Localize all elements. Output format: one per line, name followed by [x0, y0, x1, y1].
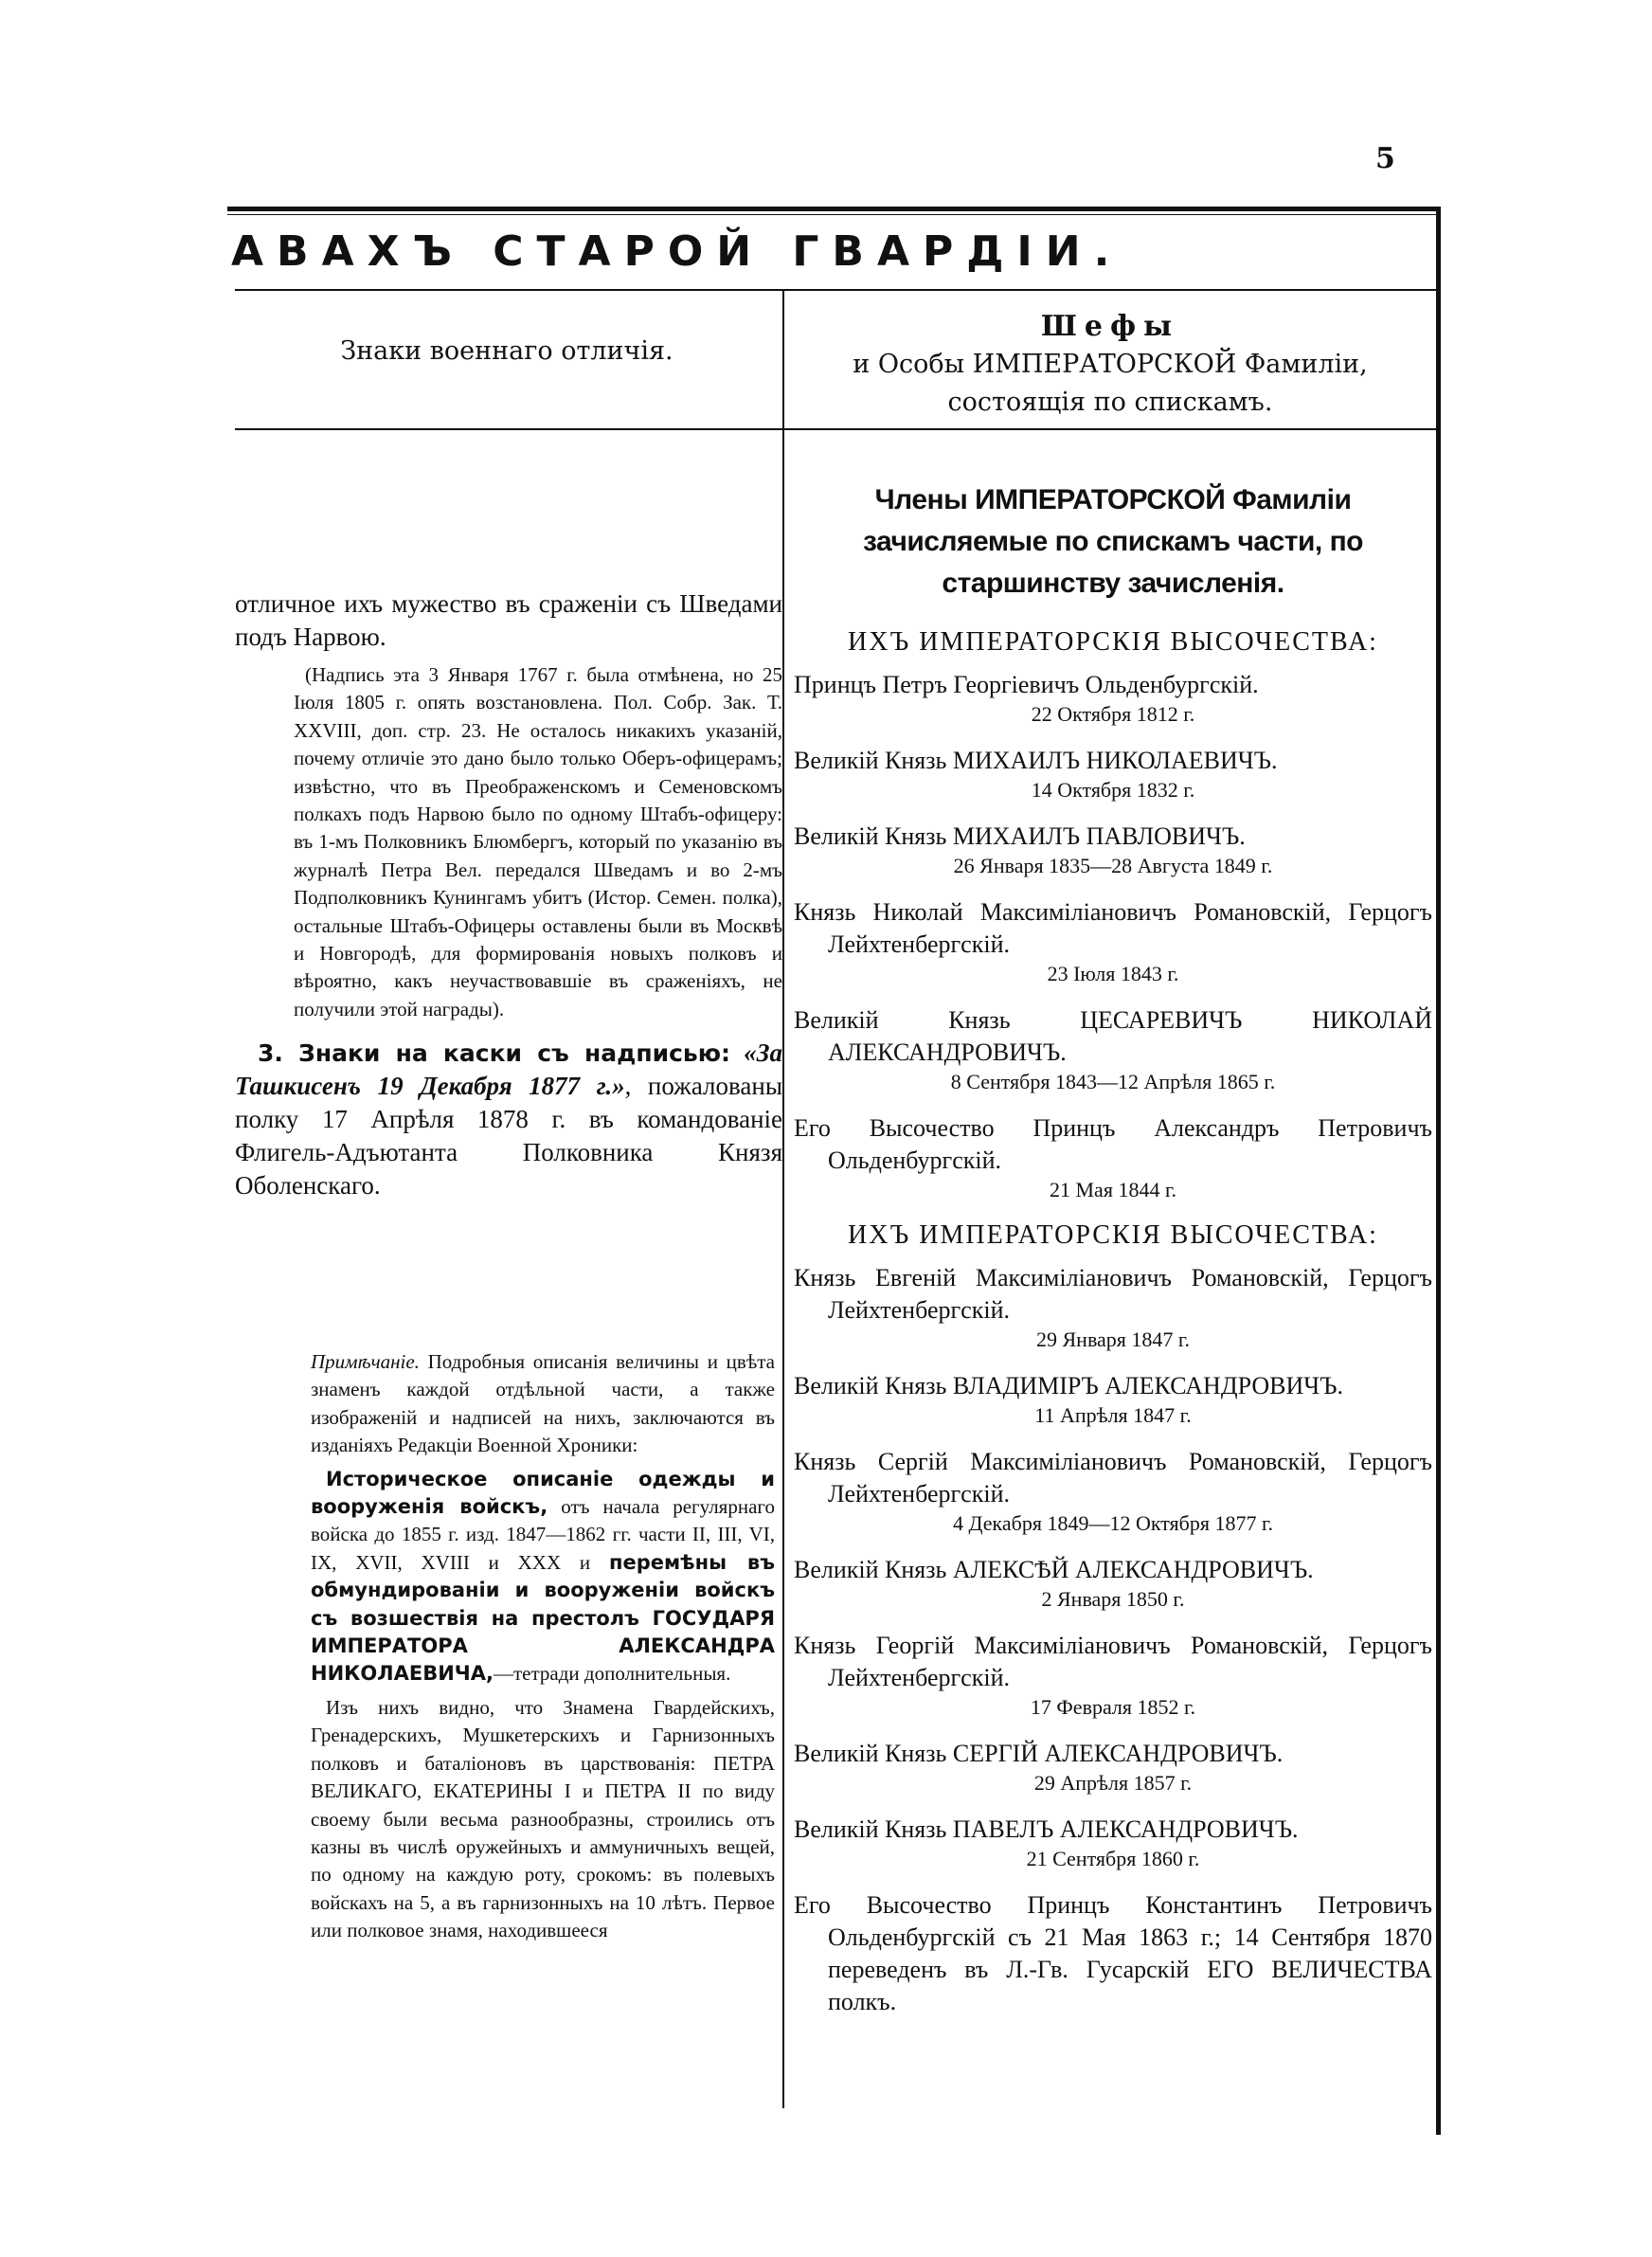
- member-date: 8 Сентября 1843—12 Апрѣля 1865 г.: [950, 1070, 1276, 1093]
- member-name: Его Высочество Принцъ Александръ Петровичъ Ольденбургскій.: [794, 1114, 1432, 1174]
- member-date: 4 Декабря 1849—12 Октября 1877 г.: [952, 1511, 1274, 1535]
- publications-paragraph: [311, 1466, 775, 1688]
- header-right-subtitle: и Особы ИМПЕРАТОРСКОЙ Фамиліи, состоящія по спискамъ.: [853, 350, 1368, 417]
- member-entry: [794, 745, 1432, 803]
- note-inscription: (Надпись эта 3 Января 1767 г. была отмѣнена, но 25 Іюля 1805 г. опять возстановлена. Пол. Собр. Зак. Т. XXVIII, доп. стр. 23. Не осталось никакихъ указаній, почему отличіе это дано было только Оберъ-офицерамъ; извѣстно, что въ Преображенскомъ и Семеновскомъ полкахъ подъ Нарвою было по одному Штабъ-офицеру: въ 1-мъ Полковникъ Блюмбергъ, который по указанію въ журналѣ Петра Вел. передался Шведамъ и во 2-мъ Подполковникъ Кунингамъ убитъ (Истор. Семен. полка), остальные Штабъ-Офицеры оставлены были въ Москвѣ и Новгородѣ, для формированія новыхъ полковъ и вѣроятно, какъ неучаствовавшіе въ сраженіяхъ, не получили этой награды).: [294, 663, 782, 1020]
- item-3-inscription: «За Ташкисенъ 19 Декабря 1877 г.»: [235, 1038, 783, 1101]
- member-entry: [794, 1370, 1432, 1429]
- intro-text: отличное ихъ мужество въ сраженіи съ Шведами подъ Нарвою.: [235, 589, 782, 651]
- left-column-top: [235, 587, 782, 1202]
- header-right-chiefs: [786, 308, 1434, 422]
- group-2-heading: ИХЪ ИМПЕРАТОРСКІЯ ВЫСОЧЕСТВА:: [848, 1220, 1378, 1250]
- member-name: Князь Николай Максиміліановичъ Романовскій, Герцогъ Лейхтенбергскій.: [794, 898, 1432, 958]
- publication-text-2: —тетради дополнительныя.: [494, 1662, 731, 1686]
- member-entry-final: [794, 1889, 1432, 2018]
- right-column: [794, 479, 1432, 2035]
- member-date: 2 Января 1850 г.: [1041, 1587, 1185, 1611]
- item-3-insignia: [235, 1037, 782, 1202]
- publication-title-1: Историческое описаніе одежды и вооруженія войскъ,: [311, 1467, 775, 1519]
- member-date: 29 Апрѣля 1857 г.: [1033, 1771, 1193, 1795]
- member-name: Великій Князь МИХАИЛЪ ПАВЛОВИЧЪ.: [794, 822, 1246, 850]
- column-divider: [782, 289, 784, 2108]
- header-left-military-insignia: Знаки военнаго отличія.: [340, 336, 673, 366]
- member-entry: [794, 1554, 1432, 1613]
- member-name: Великій Князь ВЛАДИМІРЪ АЛЕКСАНДРОВИЧЪ.: [794, 1372, 1343, 1399]
- member-date: 21 Сентября 1860 г.: [1026, 1847, 1200, 1870]
- member-entry: [794, 821, 1432, 879]
- section-heading: Члены ИМПЕРАТОРСКОЙ Фамиліи зачисляемые по спискамъ части, по старшинству зачисленія.: [862, 484, 1364, 599]
- item-3-title: 3. Знаки на каски съ надписью:: [258, 1039, 731, 1068]
- member-date: 22 Октября 1812 г.: [1031, 702, 1195, 726]
- left-column-note: [311, 1348, 775, 1945]
- member-entry: [794, 1262, 1432, 1353]
- member-date: 14 Октября 1832 г.: [1031, 778, 1195, 802]
- member-entry: [794, 896, 1432, 987]
- member-date: 26 Января 1835—28 Августа 1849 г.: [953, 854, 1273, 877]
- member-name: Князь Сергій Максиміліановичъ Романовскій, Герцогъ Лейхтенбергскій.: [794, 1448, 1432, 1508]
- note-text: Подробныя описанія величины и цвѣта знаменъ каждой отдѣльной части, а также изображеній и надписей на нихъ, заключаются въ изданіяхъ Редакціи Военной Хроники:: [311, 1350, 775, 1457]
- member-name: Великій Князь СЕРГІЙ АЛЕКСАНДРОВИЧЪ.: [794, 1740, 1284, 1767]
- top-rule-thin: [227, 214, 1440, 215]
- member-name: Великій Князь АЛЕКСѢЙ АЛЕКСАНДРОВИЧЪ.: [794, 1556, 1314, 1583]
- member-date: 11 Апрѣля 1847 г.: [1034, 1403, 1192, 1427]
- note-paragraph: [311, 1348, 775, 1460]
- group-1-heading: ИХЪ ИМПЕРАТОРСКІЯ ВЫСОЧЕСТВА:: [848, 627, 1378, 657]
- publication-text-1: отъ начала регулярнаго войска до 1855 г. изд. 1847—1862 гг. части II, III, VI, IX, XVII, XVIII и XXX и: [311, 1495, 775, 1574]
- member-name: Принцъ Петръ Георгіевичъ Ольденбургскій.: [794, 671, 1259, 698]
- title-underline: [235, 289, 1436, 291]
- member-name: Великій Князь ЦЕСАРЕВИЧЪ НИКОЛАЙ АЛЕКСАНДРОВИЧЪ.: [794, 1006, 1432, 1066]
- member-final-text: Его Высочество Принцъ Константинъ Петровичъ Ольденбургскій съ 21 Мая 1863 г.; 14 Сентября 1870 переведенъ въ Л.-Гв. Гусарскій ЕГО ВЕЛИЧЕСТВА полкъ.: [794, 1891, 1432, 2015]
- page-title: АВАХЪ СТАРОЙ ГВАРДІИ.: [231, 227, 1123, 276]
- member-date: 21 Мая 1844 г.: [1050, 1178, 1176, 1201]
- member-entry: [794, 1004, 1432, 1095]
- member-entry: [794, 1738, 1432, 1797]
- member-entry: [794, 1446, 1432, 1537]
- member-name: Великій Князь ПАВЕЛЪ АЛЕКСАНДРОВИЧЪ.: [794, 1815, 1299, 1843]
- publication-title-2: перемѣны въ обмундированіи и вооруженіи войскъ съ возшествія на престолъ ГОСУДАРЯ ИМПЕРАТОРА АЛЕКСАНДРА НИКОЛАЕВИЧА,: [311, 1550, 775, 1686]
- top-rule-thick: [227, 207, 1440, 211]
- member-name: Великій Князь МИХАИЛЪ НИКОЛАЕВИЧЪ.: [794, 747, 1278, 774]
- member-date: 23 Іюля 1843 г.: [1047, 962, 1179, 985]
- member-date: 17 Февраля 1852 г.: [1030, 1695, 1196, 1719]
- member-entry: [794, 1630, 1432, 1721]
- item-3-rest: , пожалованы полку 17 Апрѣля 1878 г. въ командованіе Флигель-Адъютанта Полковника Князя Оболенскаго.: [235, 1072, 782, 1201]
- right-frame-line: [1436, 207, 1441, 2135]
- member-entry: [794, 1814, 1432, 1872]
- note-label: Примѣчаніе.: [311, 1350, 420, 1373]
- member-entry: [794, 1112, 1432, 1203]
- page-number: 5: [1375, 142, 1395, 175]
- member-name: Князь Евгеній Максиміліановичъ Романовскій, Герцогъ Лейхтенбергскій.: [794, 1264, 1432, 1324]
- member-date: 29 Января 1847 г.: [1036, 1327, 1190, 1351]
- closing-paragraph: Изъ нихъ видно, что Знамена Гвардейскихъ, Гренадерскихъ, Мушкетерскихъ и Гарнизонныхъ полковъ и баталіоновъ въ царствованія: ПЕТРА ВЕЛИКАГО, ЕКАТЕРИНЫ I и ПЕТРА II по виду своему были весьма разнообразны, строились отъ казны въ числѣ оружейныхъ и аммуничныхъ вещей, по одному на каждую роту, срокомъ: въ полевыхъ войскахъ на 5, а въ гарнизонныхъ на 10 лѣтъ. Первое или полковое знамя, находившееся: [311, 1695, 775, 1942]
- header-right-title: Шефы: [1040, 310, 1180, 343]
- header-underline: [235, 428, 1436, 430]
- member-name: Князь Георгій Максиміліановичъ Романовскій, Герцогъ Лейхтенбергскій.: [794, 1632, 1432, 1691]
- member-entry: [794, 669, 1432, 728]
